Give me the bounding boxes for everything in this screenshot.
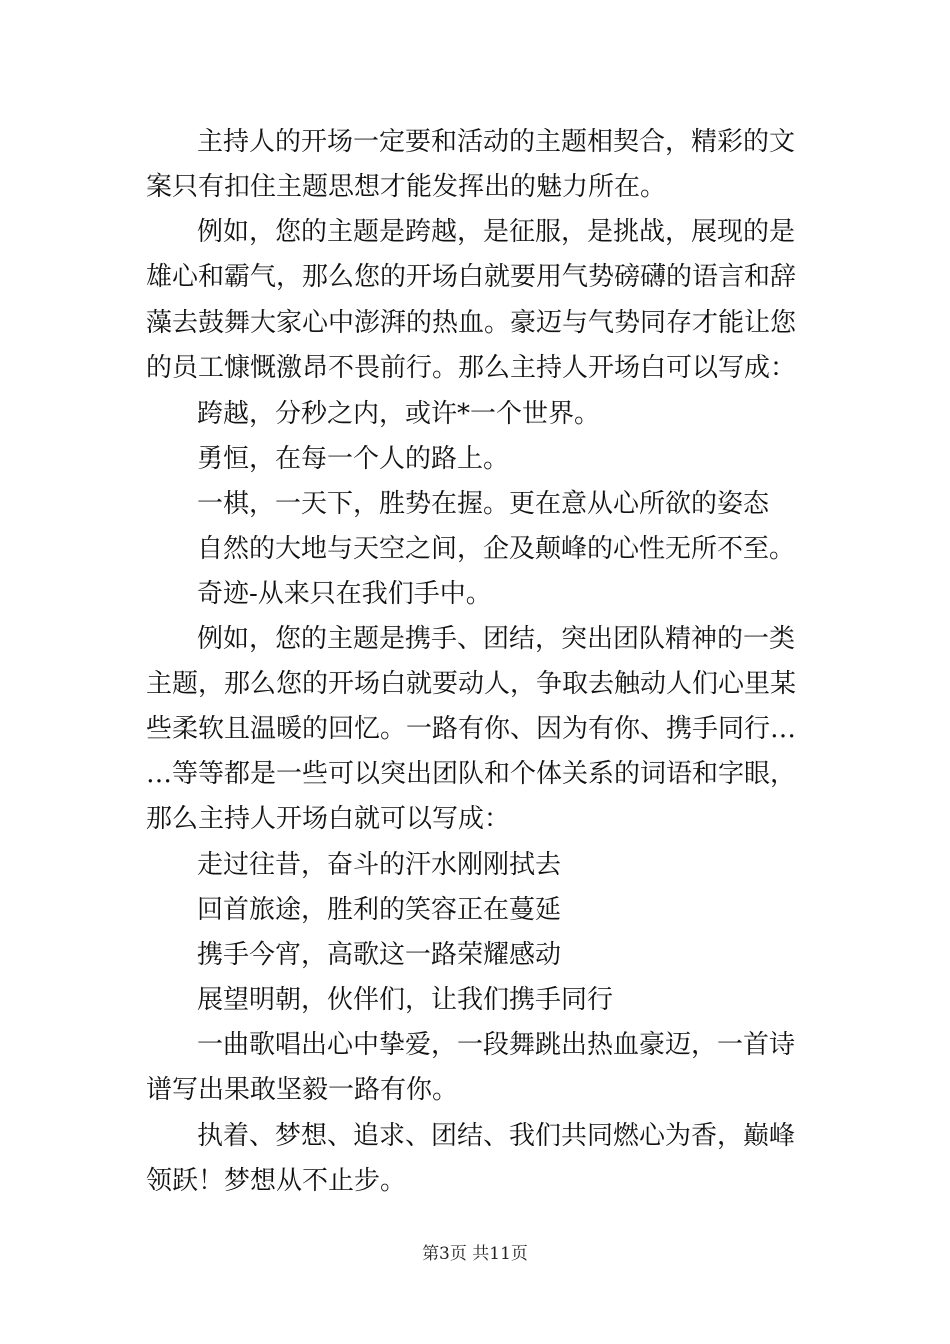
text-line: 领跃！梦想从不止步。 [146,1166,407,1196]
text-line: 那么主持人开场白就可以写成： [146,804,511,834]
text-line: 跨越，分秒之内，或许*一个世界。 [197,399,601,429]
text-line: 一棋，一天下，胜势在握。更在意从心所欲的姿态 [197,489,770,519]
text-line: 例如，您的主题是携手、团结，突出团队精神的一类 [197,624,796,654]
text-line: 展望明朝，伙伴们，让我们携手同行 [197,985,614,1015]
text-line: 回首旅途，胜利的笑容正在蔓延 [197,895,562,925]
text-line: 勇恒，在每一个人的路上。 [197,444,510,474]
page-footer: 第3页 共11页 [422,1244,528,1264]
text-line: …等等都是一些可以突出团队和个体关系的词语和字眼， [146,759,797,789]
text-line: 例如，您的主题是跨越，是征服，是挑战，展现的是 [197,217,796,247]
text-line: 携手今宵，高歌这一路荣耀感动 [197,940,562,970]
text-line: 奇迹-从来只在我们手中。 [197,579,492,609]
text-line: 的员工慷慨激昂不畏前行。那么主持人开场白可以写成： [146,353,797,383]
text-line: 主题，那么您的开场白就要动人，争取去触动人们心里某 [146,669,797,699]
text-line: 主持人的开场一定要和活动的主题相契合，精彩的文 [197,127,796,157]
text-line: 一曲歌唱出心中挚爱，一段舞跳出热血豪迈，一首诗 [197,1030,796,1060]
text-line: 自然的大地与天空之间，企及颠峰的心性无所不至。 [197,534,796,564]
text-line: 执着、梦想、追求、团结、我们共同燃心为香，巅峰 [197,1121,796,1151]
text-line: 些柔软且温暖的回忆。一路有你、因为有你、携手同行… [146,714,797,744]
text-line: 谱写出果敢坚毅一路有你。 [146,1075,459,1105]
text-line: 走过往昔，奋斗的汗水刚刚拭去 [197,850,562,880]
text-line: 案只有扣住主题思想才能发挥出的魅力所在。 [146,172,667,202]
text-line: 藻去鼓舞大家心中澎湃的热血。豪迈与气势同存才能让您 [146,308,797,338]
text-line: 雄心和霸气，那么您的开场白就要用气势磅礴的语言和辞 [146,262,797,292]
